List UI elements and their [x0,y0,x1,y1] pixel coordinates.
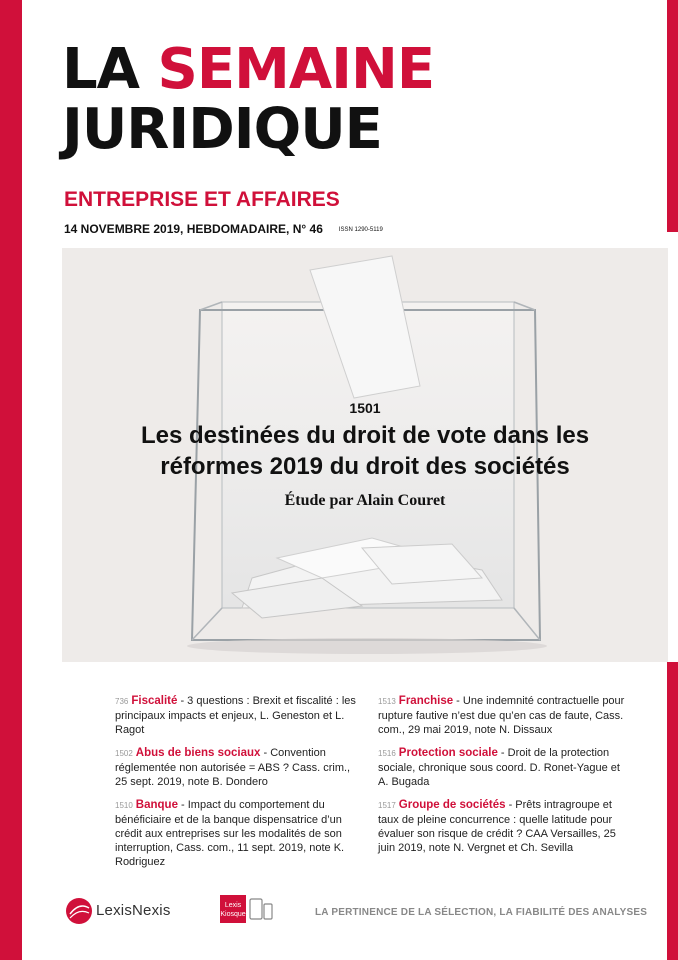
toc-entry-text: - Une indemnité contractuelle pour rupture fautive n’est due qu’en cas de faute, Cass. com., 29 mai 2019, note N. Dissaux [378,695,625,736]
masthead-title [62,37,435,162]
lexis-kiosque-badge [220,895,274,925]
right-accent-bar-top [667,0,678,232]
toc-entry-topic: Fiscalité [131,695,178,707]
toc-entry-number: 1517 [378,801,396,810]
toc-entry-topic: Protection sociale [398,747,498,759]
toc-entry-number: 1510 [115,801,133,810]
toc-entry[interactable] [378,694,628,737]
feature-title [62,420,668,482]
issue-line [64,222,383,236]
left-accent-bar [0,0,22,960]
toc-entry[interactable] [378,746,628,789]
masthead-title-semaine: SEMAINE [157,37,435,102]
toc-entry-text: - Convention réglementée non autorisée = ABS ? Cass. crim., 25 sept. 2019, note B. Dondero [115,747,351,788]
kiosque-line1: Lexis [224,902,242,909]
feature-number: 1501 [349,400,381,416]
toc-entry-text: - 3 questions : Brexit et fiscalité : les principaux impacts et enjeux, L. Geneston et L. Ragot [115,695,356,736]
lexisnexis-logo-icon [64,896,94,926]
feature-author: Étude par Alain Couret [284,492,446,509]
toc-entry-number: 1502 [115,749,133,758]
toc-entry-text: - Prêts intragroupe et taux de pleine concurrence : quelle latitude pour évaluer son risque de crédit ? CAA Versailles, 25 juin 2019, note N. Vergnet et Ch. Sevilla [378,799,616,854]
toc-left-column [115,694,365,878]
toc-entry-topic: Groupe de sociétés [398,799,506,811]
kiosque-logo [220,895,246,923]
feature-title-line2: réformes 2019 du droit des sociétés [160,453,570,480]
toc-right-column [378,694,628,864]
toc-entry-topic: Banque [135,799,178,811]
masthead-title-la: LA [62,37,158,102]
toc-entry[interactable] [115,798,365,869]
feature-title-line1: Les destinées du droit de vote dans les [140,422,590,449]
issue-date: 14 NOVEMBRE 2019, HEBDOMADAIRE, N° 46 [64,222,323,236]
kiosque-line2: Kiosque [220,911,246,918]
masthead-title-juridique: JURIDIQUE [62,97,382,162]
footer-tagline: LA PERTINENCE DE LA SÉLECTION, LA FIABILITÉ DES ANALYSES [315,907,648,918]
toc-entry-topic: Franchise [398,695,454,707]
toc-entry[interactable] [115,694,365,737]
issn: ISSN 1290-5119 [338,226,383,233]
toc-entry-number: 1516 [378,749,396,758]
feature-article [62,400,668,510]
toc-entry[interactable] [115,746,365,789]
toc-entry-topic: Abus de biens sociaux [135,747,261,759]
right-accent-bar-bottom [667,662,678,960]
tablet-phone-icon [249,895,273,923]
toc-entry[interactable] [378,798,628,855]
masthead-subtitle: ENTREPRISE ET AFFAIRES [64,188,340,211]
toc-entry-number: 1513 [378,697,396,706]
toc-entry-number: 736 [115,697,129,706]
publisher-name: LexisNexis [96,902,171,919]
toc-entry-text: - Droit de la protection sociale, chronique sous coord. D. Ronet-Yague et A. Bugada [378,747,620,788]
toc-entry-text: - Impact du comportement du bénéficiaire et de la banque dispensatrice d’un crédit aux entreprises sur les modalités de son interruption, Cass. com., 11 sept. 2019, note K. Rodriguez [115,799,345,868]
